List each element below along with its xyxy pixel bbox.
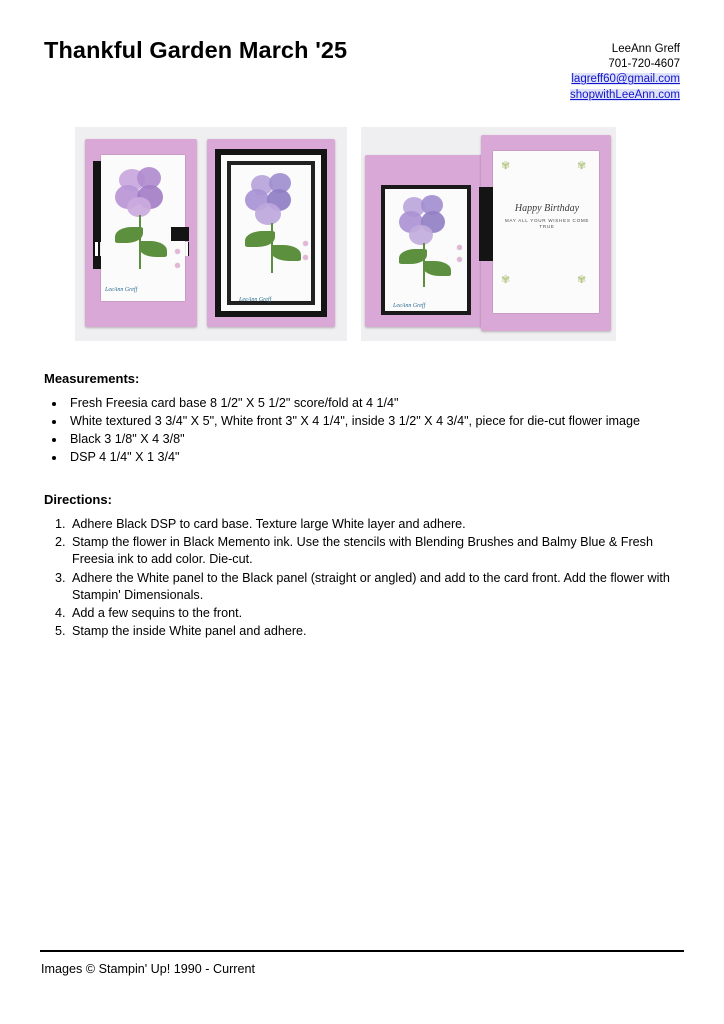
photo-signature-open: LeeAnn Greff bbox=[393, 302, 426, 309]
photo-signature-right: LeeAnn Greff bbox=[239, 296, 272, 303]
measurements-section bbox=[44, 371, 680, 467]
directions-section bbox=[44, 492, 680, 640]
list-item: • Fresh Freesia card base 8 1/2" X 5 1/2" score/fold at 4 1/4" bbox=[66, 395, 680, 412]
list-item: 5. Stamp the inside White panel and adhere. bbox=[69, 623, 680, 640]
open-card-flower-art bbox=[393, 195, 463, 307]
contact-block bbox=[570, 38, 680, 103]
list-item: 4. Add a few sequins to the front. bbox=[69, 605, 680, 622]
list-item: • White textured 3 3/4" X 5", White front 3" X 4 1/4", inside 3 1/2" X 4 3/4", piece for die-cut flower image bbox=[66, 413, 680, 430]
footer-divider bbox=[40, 950, 684, 952]
sprig-icon-bl: ✾ bbox=[501, 273, 511, 286]
inside-greeting-line1: Happy Birthday bbox=[514, 202, 580, 214]
flower-art-right bbox=[239, 173, 309, 293]
contact-website-link[interactable]: shopwithLeeAnn.com bbox=[570, 88, 680, 101]
inside-greeting bbox=[503, 203, 591, 230]
list-item: 3. Adhere the White panel to the Black panel (straight or angled) and add to the card front. Add the flower with Stampin' Dimensionals. bbox=[69, 570, 680, 604]
contact-phone: 701-720-4607 bbox=[608, 58, 680, 71]
list-item: 2. Stamp the flower in Black Memento ink. Use the stencils with Blending Brushes and Balmy Blue & Fresh Freesia ink to add color. Die-cut. bbox=[69, 534, 680, 568]
inside-white-panel bbox=[493, 151, 599, 313]
sprig-icon-tr: ✾ bbox=[577, 159, 587, 172]
measurements-list bbox=[44, 395, 680, 467]
list-item: • Black 3 1/8" X 4 3/8" bbox=[66, 431, 680, 448]
photo-signature-left: LeeAnn Greff bbox=[105, 286, 138, 293]
inside-greeting-line2: MAY ALL YOUR WISHES COME TRUE bbox=[504, 218, 590, 229]
directions-list bbox=[44, 516, 680, 640]
sprig-icon-tl: ✾ bbox=[501, 159, 511, 172]
contact-name: LeeAnn Greff bbox=[611, 43, 680, 55]
footer-copyright: Images © Stampin' Up! 1990 - Current bbox=[41, 962, 255, 976]
list-item: 1. Adhere Black DSP to card base. Texture large White layer and adhere. bbox=[69, 516, 680, 533]
measurements-heading: Measurements: bbox=[44, 370, 140, 386]
sprig-icon-br: ✾ bbox=[577, 273, 587, 286]
flower-art-left bbox=[109, 165, 179, 285]
project-photos bbox=[44, 127, 680, 341]
photo-cards-front bbox=[75, 127, 347, 341]
document-header bbox=[44, 0, 680, 103]
open-card-black-spine bbox=[479, 187, 493, 261]
directions-heading: Directions: bbox=[44, 492, 112, 508]
list-item: • DSP 4 1/4" X 1 3/4" bbox=[66, 449, 680, 466]
page-title: Thankful Garden March '25 bbox=[44, 37, 348, 63]
photo-card-open bbox=[361, 127, 616, 341]
contact-email-link[interactable]: lagreff60@gmail.com bbox=[571, 73, 680, 86]
